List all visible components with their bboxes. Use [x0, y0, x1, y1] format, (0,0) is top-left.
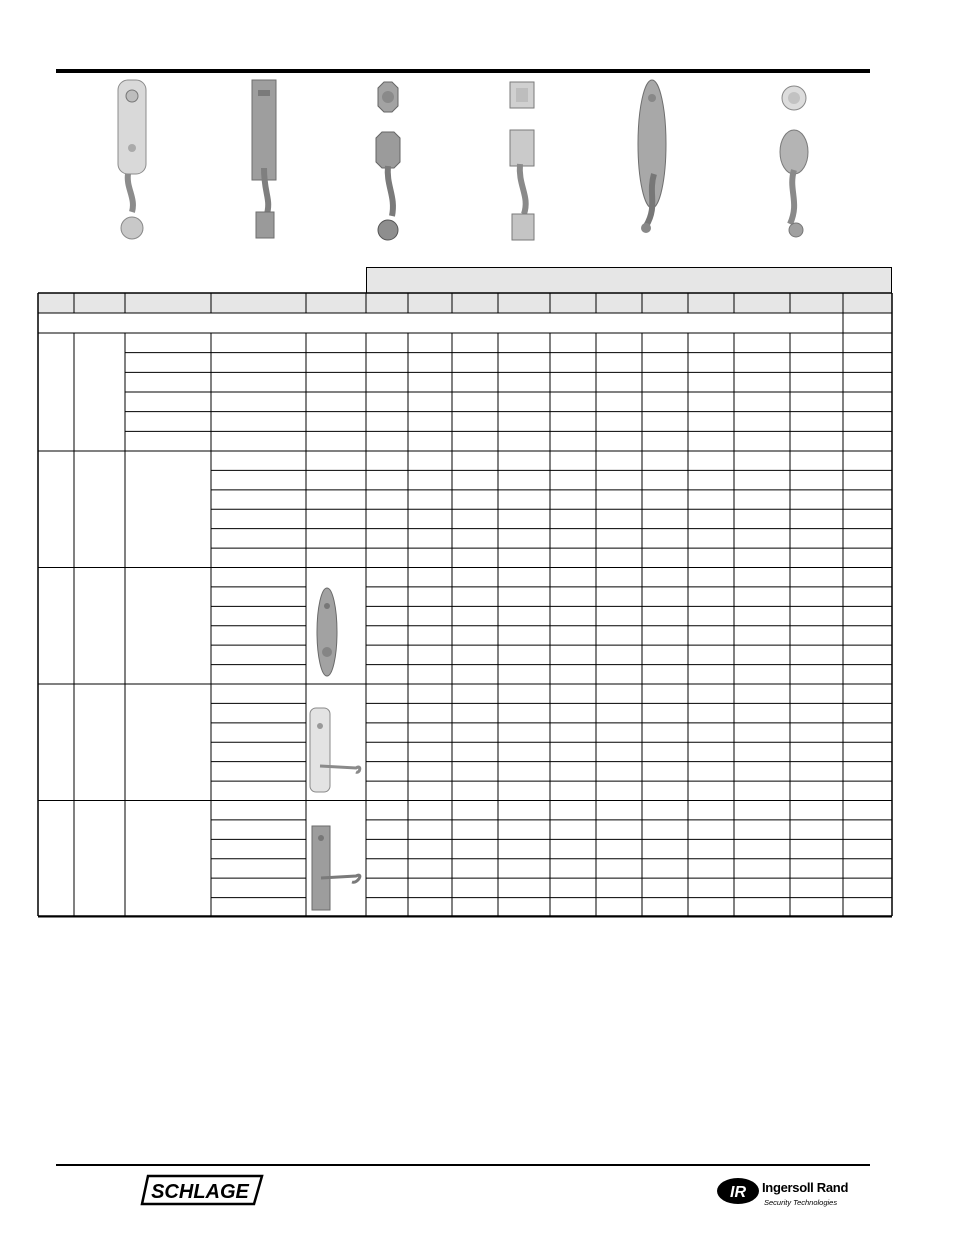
- ir-division-name: Security Technologies: [764, 1198, 838, 1207]
- footer-rule: [56, 1164, 870, 1166]
- trim-photo-lever-rectangle: [306, 822, 366, 914]
- ir-mark-text: IR: [730, 1184, 746, 1201]
- schlage-logo: [140, 1172, 264, 1208]
- trim-photo-oval-plate: [312, 584, 342, 680]
- column-header-row: [38, 293, 892, 313]
- trim-photo-lever-plate: [306, 704, 366, 796]
- ir-mark-icon: [716, 1177, 760, 1205]
- schlage-logo-text: SCHLAGE: [151, 1181, 249, 1203]
- ingersoll-rand-logo: [716, 1177, 866, 1211]
- ir-company-name: Ingersoll Rand: [762, 1180, 849, 1195]
